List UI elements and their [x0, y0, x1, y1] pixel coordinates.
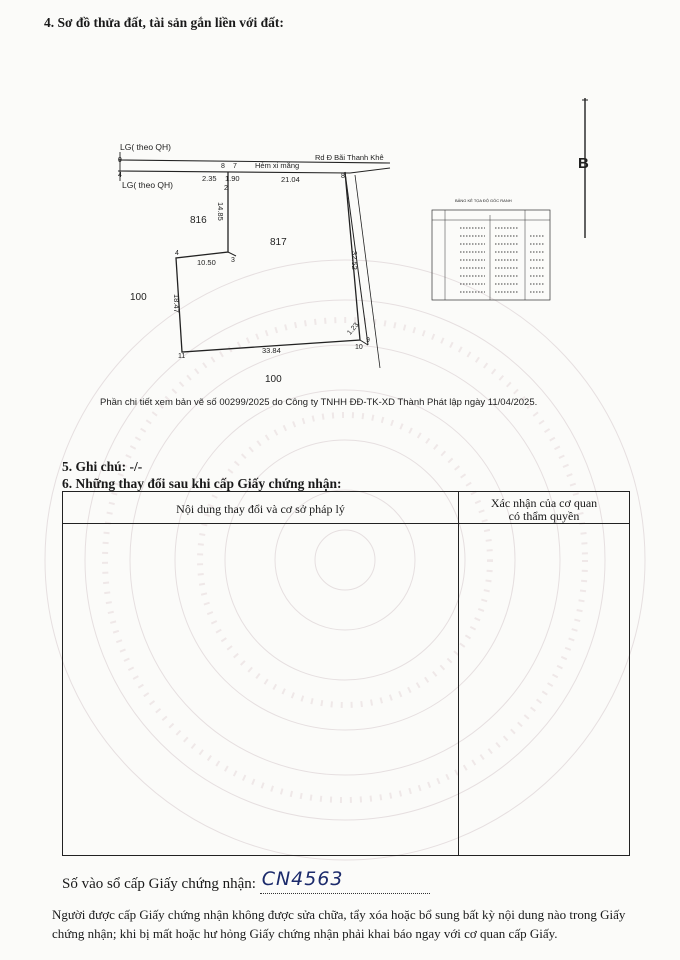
dim-label: 33.84	[262, 346, 281, 355]
point-label: 8	[221, 163, 225, 170]
section-5-notes: 5. Ghi chú: -/-	[62, 459, 143, 474]
point-label: 10	[355, 344, 363, 351]
lg-bottom-label: LG( theo QH)	[122, 180, 174, 190]
plan-reference-note: Phần chi tiết xem bản vẽ số 00299/2025 do Công ty TNHH ĐĐ-TK-XD Thành Phát lập ngày 11/04/2025.	[100, 397, 538, 408]
column-header-confirmation	[459, 497, 629, 523]
road-label: Rd Đ Bãi Thanh Khê	[315, 153, 384, 162]
footer-notice: Người được cấp Giấy chứng nhận không được sửa chữa, tẩy xóa hoặc bổ sung bất kỳ nội dung nào trong Giấy chứng nhận; khi bị mất hoặc hư hỏng Giấy chứng nhận phải khai báo ngay với cơ quan cấp Giấy.	[52, 907, 626, 941]
changes-table	[62, 491, 630, 856]
coordinate-table	[432, 198, 550, 300]
dim-label: 21.04	[281, 175, 300, 184]
point-label: 8	[341, 173, 345, 180]
column-header-confirmation-line2: có thẩm quyền	[508, 509, 580, 523]
coord-table-title: BẢNG KÊ TỌA ĐỘ GÓC RANH	[455, 198, 512, 203]
alley-label: Hẻm xi măng	[255, 161, 300, 170]
section-4-title: 4. Sơ đồ thửa đất, tài sản gắn liền với đất:	[44, 15, 284, 30]
registry-value: CN4563	[261, 868, 344, 890]
registry-number-line	[62, 868, 430, 894]
point-label: 4	[118, 172, 122, 179]
dim-label: 2.35	[202, 174, 217, 183]
registry-label: Số vào sổ cấp Giấy chứng nhận:	[62, 876, 256, 892]
lg-top-label: LG( theo QH)	[120, 142, 172, 152]
dim-label: 14.85	[216, 202, 225, 221]
point-label: 9	[366, 337, 370, 344]
column-header-changes: Nội dung thay đổi và cơ sở pháp lý	[176, 502, 345, 516]
dim-label: 10.50	[197, 258, 216, 267]
point-label: 7	[233, 163, 237, 170]
land-plot-diagram	[0, 0, 680, 420]
dim-label: 32.52	[350, 251, 359, 270]
dim-label: 1.23	[346, 321, 361, 337]
north-arrow-icon	[578, 98, 589, 238]
point-label: 4	[175, 250, 179, 257]
point-label: 3	[231, 257, 235, 264]
parcel-100-bottom: 100	[265, 374, 282, 385]
point-label: 9	[118, 157, 122, 164]
section-6-title: 6. Những thay đổi sau khi cấp Giấy chứng nhận:	[62, 476, 342, 491]
parcel-100-left: 100	[130, 292, 147, 303]
parcel-817: 817	[270, 237, 287, 248]
dim-label: 18.47	[172, 294, 181, 313]
point-label: 11	[178, 353, 186, 360]
point-label: 2	[224, 185, 228, 192]
column-header-confirmation-line1: Xác nhận của cơ quan	[490, 496, 598, 510]
dim-label: 1.90	[225, 174, 240, 183]
north-marker: B	[578, 155, 589, 172]
parcel-816: 816	[190, 215, 207, 226]
